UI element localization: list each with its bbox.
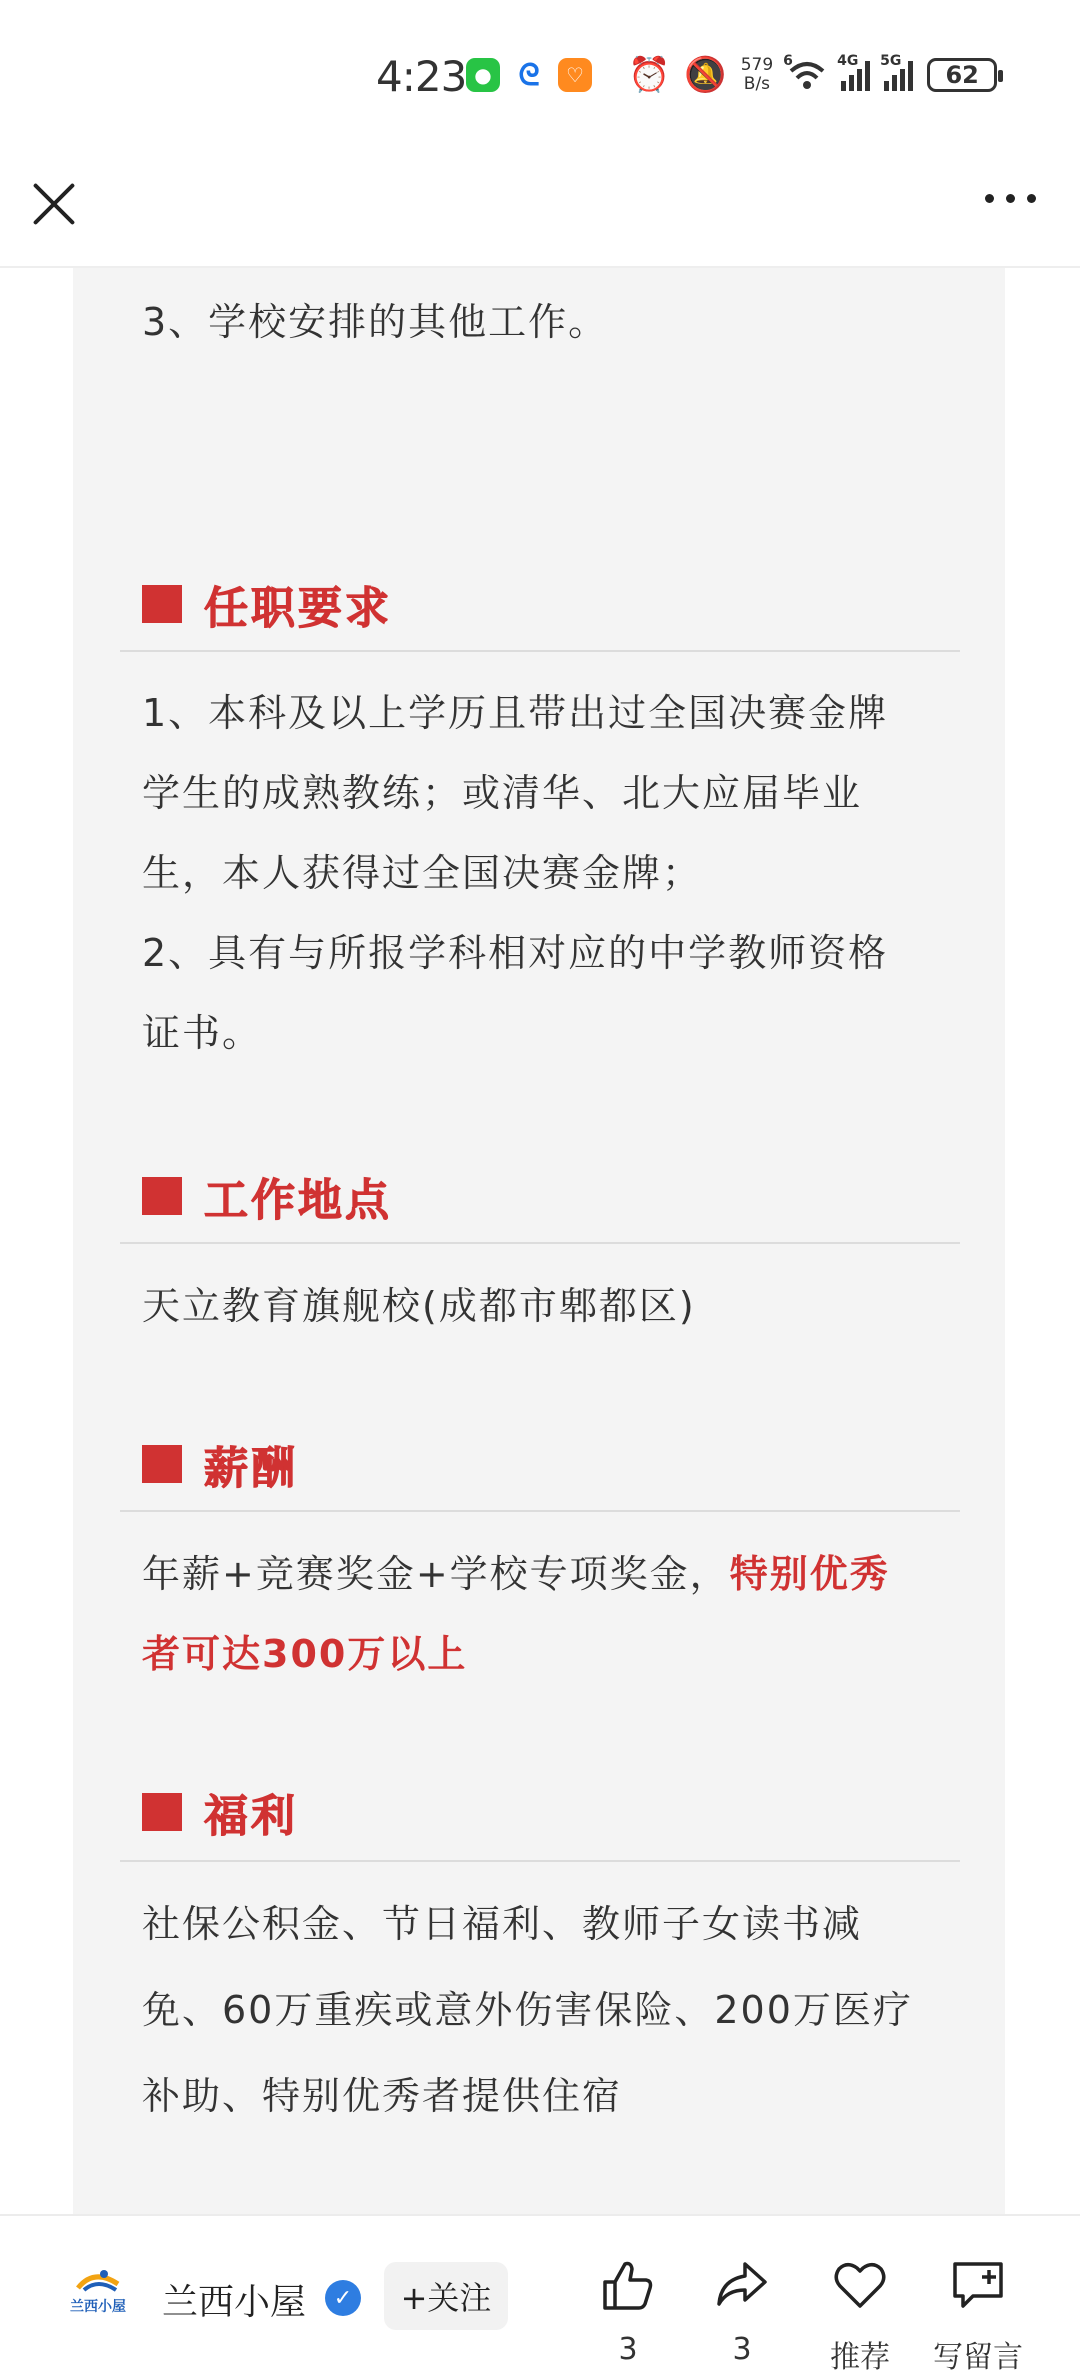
share-icon	[713, 2256, 771, 2314]
section-marker	[142, 1445, 182, 1483]
bottom-action-bar	[0, 2214, 1080, 2376]
like-button[interactable]	[568, 2256, 688, 2367]
section-title: 福利	[204, 1791, 298, 1842]
net-speed: 579 B/s	[740, 55, 774, 94]
status-time: 4:23	[376, 52, 467, 101]
mute-icon: 🔕	[684, 55, 727, 95]
section-title: 工作地点	[204, 1175, 392, 1226]
recommend-button[interactable]	[800, 2256, 920, 2376]
share-button[interactable]	[682, 2256, 802, 2367]
header-bar	[0, 150, 1080, 268]
section-marker	[142, 1793, 182, 1831]
status-bar	[0, 0, 1080, 150]
duty-line-3: 3、学校安排的其他工作。	[142, 300, 609, 344]
divider	[120, 1860, 960, 1862]
verified-icon: ✓	[325, 2280, 361, 2316]
comment-button[interactable]	[918, 2256, 1038, 2376]
follow-button[interactable]: +关注	[384, 2262, 508, 2330]
like-count: 3	[618, 2332, 638, 2367]
salary-highlight: 者可达300万以上	[142, 1632, 468, 1676]
signal-icon: 5G	[884, 59, 913, 91]
divider	[120, 1510, 960, 1512]
heart-icon	[831, 2256, 889, 2314]
signal-icon: 4G	[841, 59, 870, 91]
requirement-line: 2、具有与所报学科相对应的中学教师资格	[142, 931, 889, 975]
notification-icons	[466, 58, 592, 92]
article-content[interactable]	[0, 150, 1080, 2214]
divider	[120, 650, 960, 652]
recommend-label: 推荐	[830, 2340, 890, 2375]
wifi-icon: 6	[787, 59, 827, 91]
section-salary	[142, 1432, 298, 1496]
battery-icon: 62	[927, 58, 997, 92]
benefit-line: 社保公积金、节日福利、教师子女读书减	[142, 1902, 863, 1946]
section-marker	[142, 1177, 182, 1215]
requirement-line: 学生的成熟教练；或清华、北大应届毕业	[142, 771, 863, 815]
orange-app-icon: ♡	[558, 58, 592, 92]
thumbs-up-icon	[599, 2256, 657, 2314]
share-count: 3	[732, 2332, 752, 2367]
logo-icon	[74, 2266, 122, 2292]
salary-line-1: 年薪+竞赛奖金+学校专项奖金，特别优秀	[142, 1552, 890, 1596]
section-title: 薪酬	[204, 1443, 298, 1494]
section-benefits	[142, 1780, 298, 1844]
section-location	[142, 1164, 392, 1228]
comment-label: 写留言	[933, 2340, 1023, 2375]
section-requirements	[142, 572, 392, 636]
author-logo[interactable]: 兰西小屋	[62, 2266, 134, 2326]
comment-icon	[949, 2256, 1007, 2314]
requirement-line: 生，本人获得过全国决赛金牌；	[142, 851, 703, 895]
section-marker	[142, 585, 182, 623]
wechat-icon: ●	[466, 58, 500, 92]
requirement-line: 1、本科及以上学历且带出过全国决赛金牌	[142, 691, 889, 735]
divider	[120, 1242, 960, 1244]
alarm-icon: ⏰	[628, 55, 671, 95]
more-icon[interactable]	[985, 194, 1036, 203]
edge-browser-icon: ᘓ	[512, 58, 546, 92]
salary-highlight: 特别优秀	[729, 1552, 890, 1596]
benefit-line: 补助、特别优秀者提供住宿	[142, 2074, 623, 2118]
benefit-line: 免、60万重疾或意外伤害保险、200万医疗	[142, 1988, 913, 2032]
requirement-line: 证书。	[142, 1011, 263, 1055]
close-icon[interactable]	[30, 180, 78, 228]
author-name[interactable]: 兰西小屋	[162, 2282, 307, 2323]
location-text: 天立教育旗舰校(成都市郫都区)	[142, 1284, 696, 1328]
section-title: 任职要求	[204, 583, 392, 634]
system-icons	[628, 53, 997, 95]
